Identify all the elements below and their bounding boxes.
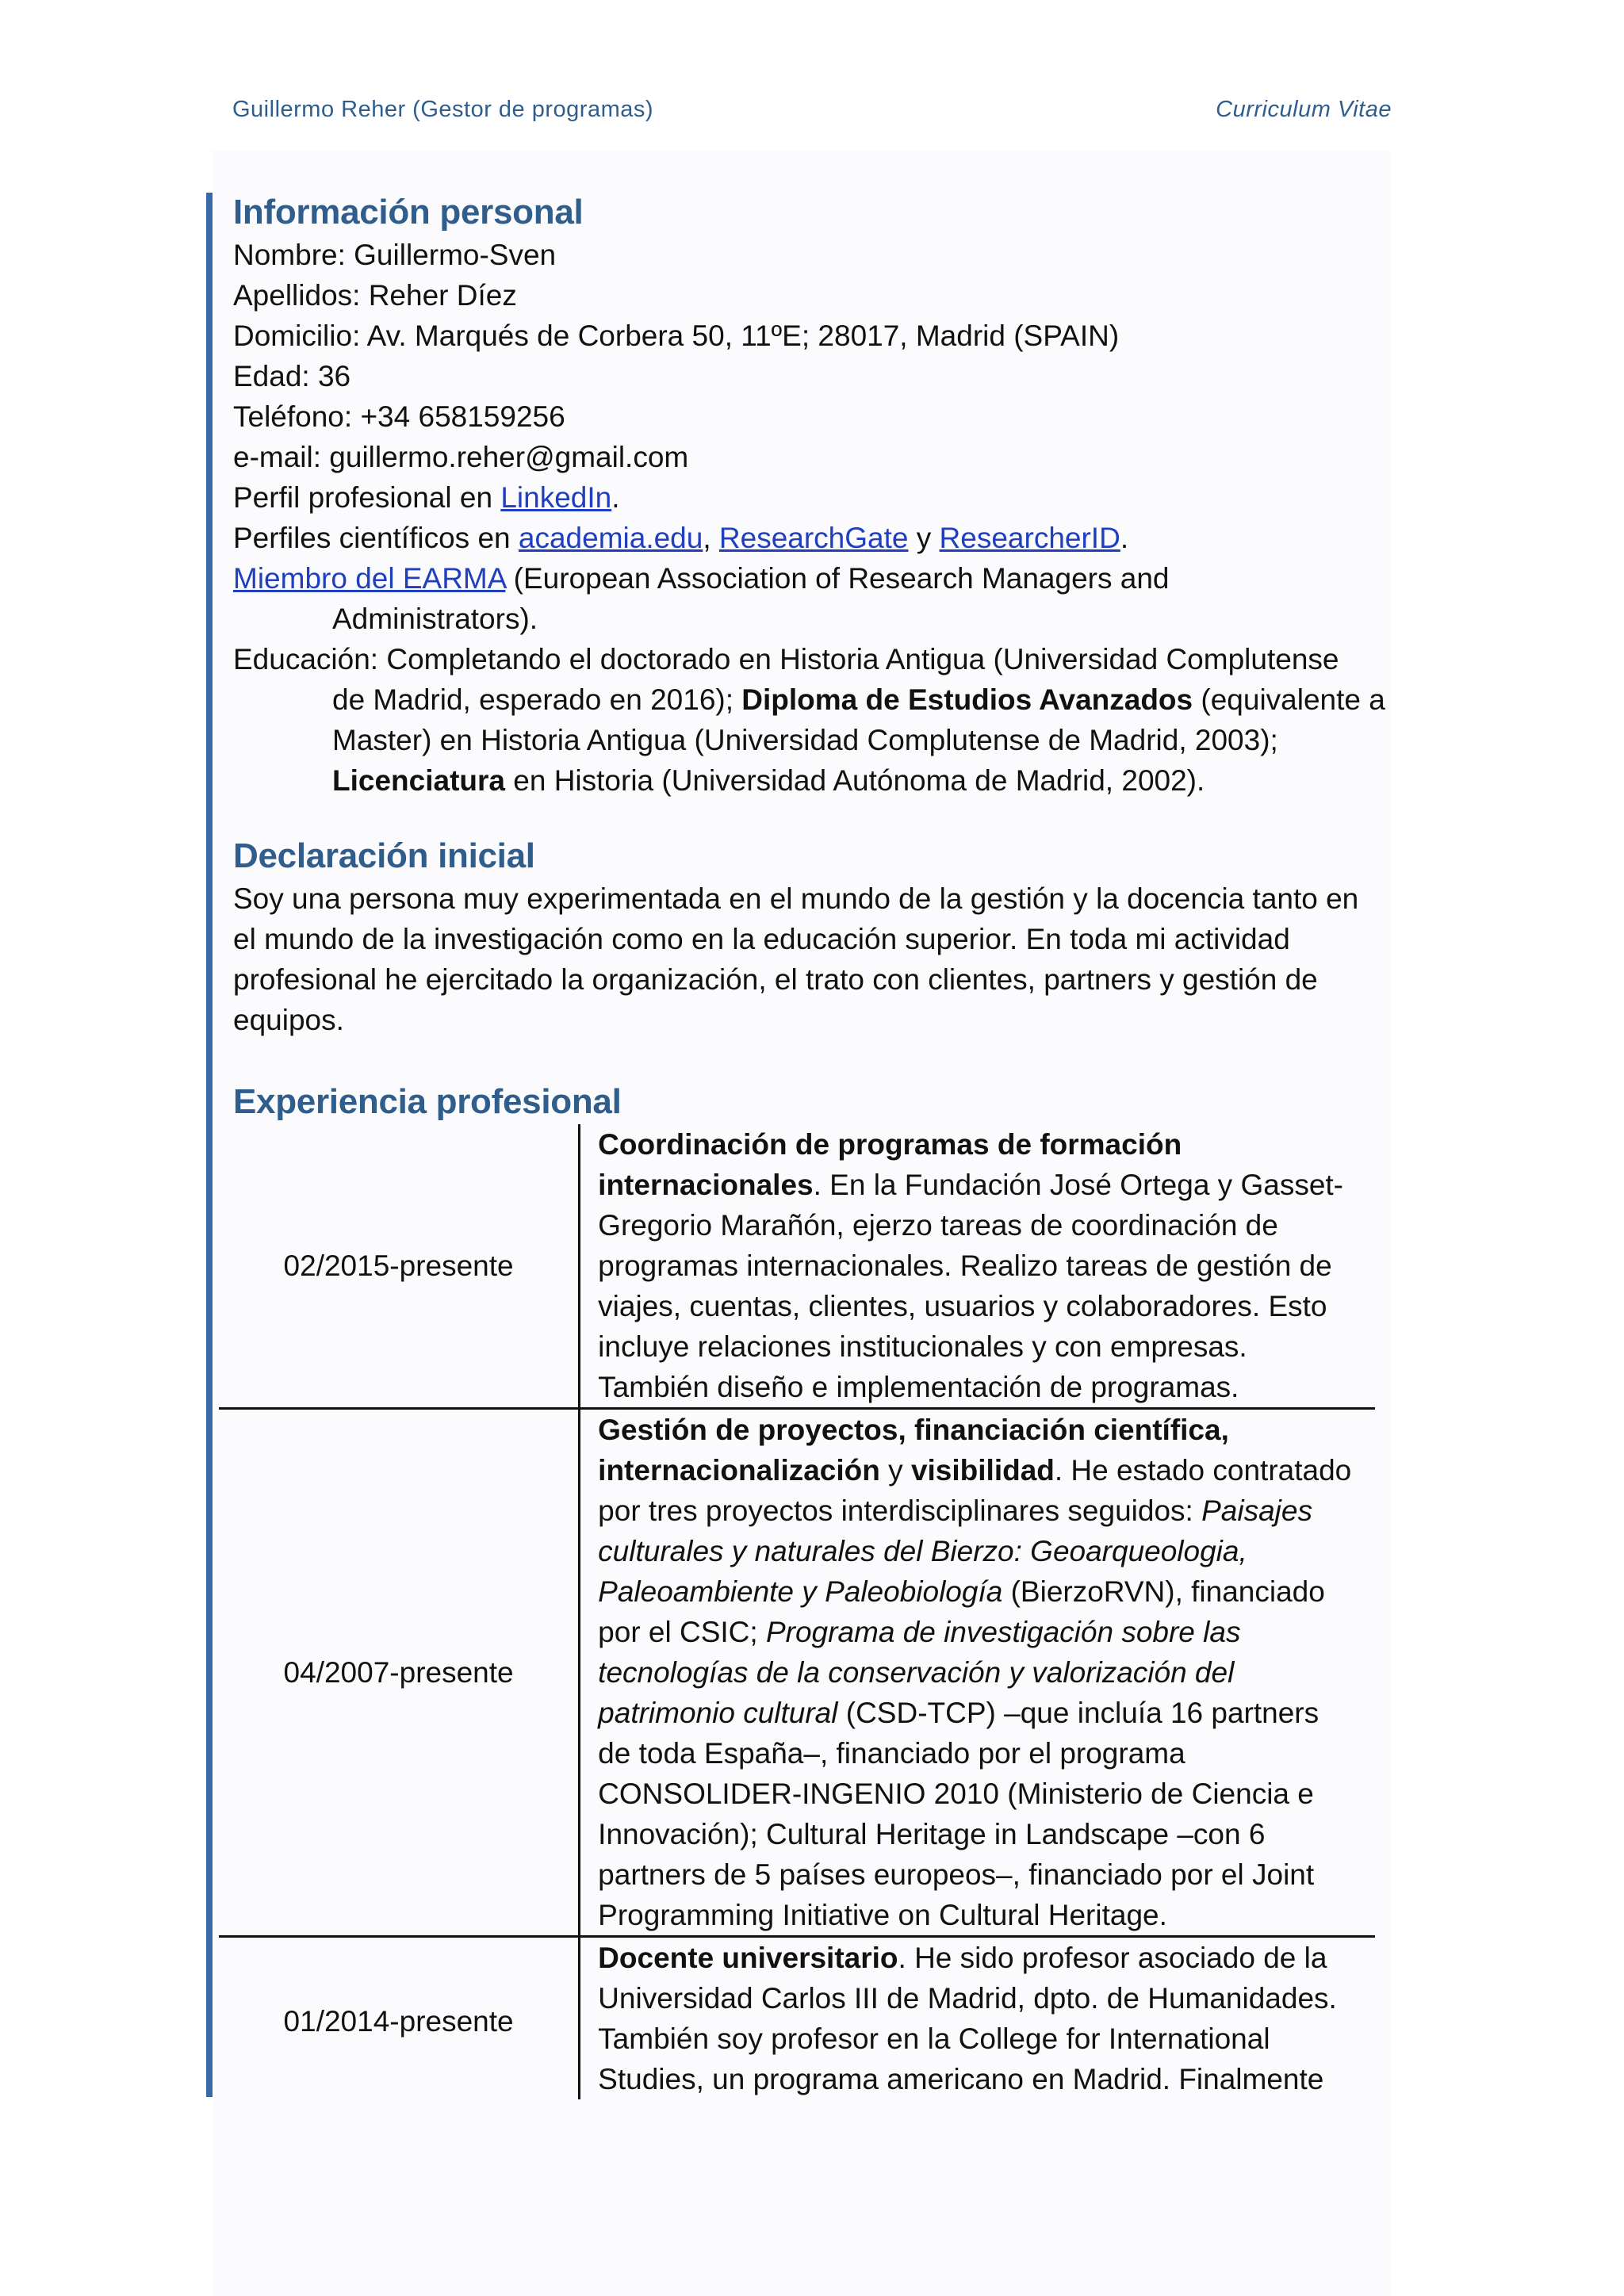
experience-date: 01/2014-presente [219, 1937, 580, 2100]
apellidos-line: Apellidos: Reher Díez [233, 279, 517, 312]
telefono-line: Teléfono: +34 658159256 [233, 400, 565, 433]
edad-line: Edad: 36 [233, 360, 351, 392]
section-personal-info [233, 190, 1391, 801]
experience-date: 02/2015-presente [219, 1124, 580, 1409]
earma-line-continued: Administrators). [332, 603, 538, 635]
experience-row [219, 1409, 1375, 1937]
experience-description: Coordinación de programas de formación internacionales. En la Fundación José Ortega y Gasset- Gregorio Marañón, ejerzo tareas de coordinación de programas internacionales. Realizo tareas de gestión de viajes, cuentas, clientes, usuarios y colaboradores. Esto incluye relaciones institucionales y con empresas. También diseño e implementación de programas. [580, 1124, 1375, 1409]
header-document-type: Curriculum Vitae [1216, 97, 1392, 122]
experience-date: 04/2007-presente [219, 1409, 580, 1937]
section-title-declaration: Declaración inicial [233, 836, 535, 875]
experience-table [219, 1124, 1375, 2099]
page-header [232, 97, 1392, 123]
education-line-4: Licenciatura en Historia (Universidad Autónoma de Madrid, 2002). [332, 764, 1205, 797]
experience-row [219, 1937, 1375, 2100]
nombre-line: Nombre: Guillermo-Sven [233, 239, 557, 271]
education-line-1: Educación: Completando el doctorado en Historia Antigua (Universidad Complutense [233, 643, 1339, 675]
earma-line: Miembro del EARMA (European Association of Research Managers and [233, 562, 1170, 595]
linkedin-link[interactable]: LinkedIn [500, 481, 612, 514]
declaration-line: profesional he ejercitado la organización, el trato con clientes, partners y gestión de [233, 963, 1318, 996]
domicilio-line: Domicilio: Av. Marqués de Corbera 50, 11ºE; 28017, Madrid (SPAIN) [233, 320, 1120, 352]
declaration-line: Soy una persona muy experimentada en el mundo de la gestión y la docencia tanto en [233, 882, 1359, 915]
email-line: e-mail: guillermo.reher@gmail.com [233, 441, 689, 473]
cv-content [233, 190, 1391, 2099]
experience-description: Docente universitario. He sido profesor asociado de la Universidad Carlos III de Madrid, dpto. de Humanidades. También soy profesor en la College for International Studies, un programa americano en Madrid. Finalmente [598, 1942, 1337, 2095]
accent-bar [206, 193, 213, 2097]
experience-row [219, 1124, 1375, 1409]
education-line-2: de Madrid, esperado en 2016); Diploma de Estudios Avanzados (equivalente a [332, 683, 1385, 716]
researcherid-link[interactable]: ResearcherID [939, 522, 1120, 554]
section-title-personal: Información personal [233, 193, 584, 232]
section-experience [233, 1080, 1391, 2099]
declaration-line: equipos. [233, 1004, 344, 1036]
researchgate-link[interactable]: ResearchGate [718, 522, 909, 554]
academia-link[interactable]: academia.edu [518, 522, 703, 554]
linkedin-line: Perfil profesional en LinkedIn. [233, 481, 620, 514]
earma-link[interactable]: Miembro del EARMA [233, 562, 506, 595]
section-title-experience: Experiencia profesional [233, 1082, 622, 1121]
declaration-line: el mundo de la investigación como en la educación superior. En toda mi actividad [233, 923, 1290, 955]
header-author: Guillermo Reher (Gestor de programas) [232, 97, 654, 122]
experience-description: Gestión de proyectos, financiación científica, internacionalización y visibilidad. He estado contratado por tres proyectos interdisciplinares seguidos: Paisajes culturales y naturales del Bierzo: Geoarqueologia, Paleoambiente y Paleobiología (BierzoRVN), financiado por el CSIC; Programa de investigación sobre las tecnologías de la conservación y valorización del patrimonio cultural (CSD-TCP) –que incluía 16 partners de toda España–, financiado por el programa CONSOLIDER-INGENIO 2010 (Ministerio de Ciencia e Innovación); Cultural Heritage in Landscape –con 6 partners de 5 países europeos–, financiado por el Joint Programming Initiative on Cultural Heritage. [580, 1409, 1375, 1937]
section-declaration [233, 834, 1391, 1040]
scientific-profiles-line: Perfiles científicos en academia.edu, ResearchGate y ResearcherID. [233, 522, 1129, 554]
education-line-3: Master) en Historia Antigua (Universidad Complutense de Madrid, 2003); [332, 724, 1278, 756]
